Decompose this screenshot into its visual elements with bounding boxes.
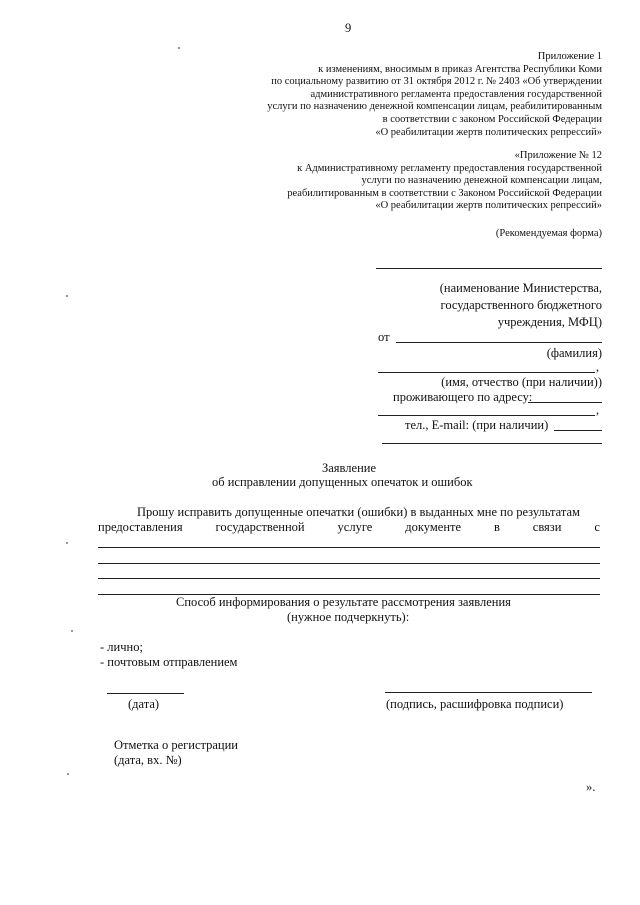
- ministry-caption-line: государственного бюджетного: [440, 298, 602, 312]
- recommended-form-label: (Рекомендуемая форма): [495, 228, 602, 239]
- ministry-caption: [440, 280, 602, 331]
- address-field-2[interactable]: [378, 415, 595, 416]
- ministry-name-field[interactable]: [376, 268, 602, 269]
- annex1-line: Приложение 1: [537, 51, 602, 62]
- scan-speck: [178, 47, 180, 49]
- statement-body-line1: Прошу исправить допущенные опечатки (ошибки) в выданных мне по результатам: [137, 505, 580, 519]
- annex1-block: [267, 51, 602, 139]
- annex1-line: услуги по назначению денежной компенсации лицам, реабилитированным: [267, 101, 602, 113]
- statement-word: с: [594, 520, 600, 534]
- address-field-1[interactable]: [528, 402, 602, 403]
- address-field-comma: ,: [596, 403, 600, 417]
- annex1-line: в соответствии с законом Российской Федерации: [382, 113, 602, 125]
- date-field[interactable]: [107, 693, 184, 694]
- notification-option-in-person[interactable]: - лично;: [100, 640, 143, 654]
- scan-speck: [66, 295, 68, 297]
- from-label: от: [378, 330, 390, 344]
- reason-field-3[interactable]: [98, 578, 600, 579]
- notification-option-post[interactable]: - почтовым отправлением: [100, 655, 238, 669]
- statement-word: услуге: [337, 520, 373, 534]
- annex12-line: услуги по назначению денежной компенсации лицам,: [361, 175, 602, 187]
- phone-label: тел., E-mail: (при наличии): [405, 418, 549, 432]
- surname-field[interactable]: [396, 342, 602, 343]
- registration-date-label: (дата, вх. №): [114, 753, 182, 767]
- notification-subheading: (нужное подчеркнуть):: [287, 610, 410, 624]
- scan-speck: [66, 542, 68, 544]
- annex1-line: «О реабилитации жертв политических репрессий»: [375, 126, 602, 138]
- annex12-line: к Административному регламенту предоставления государственной: [297, 162, 602, 174]
- statement-word: государственной: [215, 520, 305, 534]
- statement-subtitle: об исправлении допущенных опечаток и ошибок: [212, 475, 473, 489]
- residing-label: проживающего по адресу:: [393, 390, 533, 404]
- email-field[interactable]: [382, 443, 602, 444]
- statement-title: Заявление: [322, 461, 377, 475]
- signature-field[interactable]: [385, 692, 592, 693]
- closing-quote-mark: ».: [586, 780, 596, 794]
- annex1-line: к изменениям, вносимым в приказ Агентства Республики Коми: [318, 63, 602, 75]
- ministry-caption-line: учреждения, МФЦ): [497, 315, 602, 329]
- statement-body-line2: [98, 520, 600, 535]
- reason-field-2[interactable]: [98, 563, 600, 564]
- page-number: 9: [345, 21, 352, 35]
- notification-heading: Способ информирования о результате рассмотрения заявления: [176, 595, 511, 609]
- annex1-line: по социальному развитию от 31 октября 2012 г. № 2403 «Об утверждении: [271, 76, 602, 88]
- statement-word: связи: [532, 520, 562, 534]
- statement-word: документе: [405, 520, 462, 534]
- scan-speck: [71, 630, 73, 632]
- date-caption: (дата): [128, 697, 160, 711]
- annex1-line: административного регламента предоставления государственной: [310, 88, 602, 100]
- registration-mark-label: Отметка о регистрации: [114, 738, 238, 752]
- ministry-caption-line: (наименование Министерства,: [439, 281, 602, 295]
- surname-caption: (фамилия): [546, 346, 602, 360]
- phone-field[interactable]: [554, 430, 602, 431]
- name-field-comma: ,: [596, 360, 600, 374]
- annex12-line: «О реабилитации жертв политических репрессий»: [375, 200, 602, 212]
- statement-word: в: [493, 520, 500, 534]
- annex12-block: [287, 150, 602, 213]
- annex12-line: реабилитированным в соответствии с Законом Российской Федерации: [287, 187, 602, 199]
- name-caption: (имя, отчество (при наличии)): [441, 375, 602, 389]
- annex12-line: «Приложение № 12: [514, 150, 602, 161]
- statement-word: предоставления: [98, 520, 183, 534]
- scan-speck: [67, 773, 69, 775]
- signature-caption: (подпись, расшифровка подписи): [386, 697, 564, 711]
- name-field[interactable]: [378, 372, 595, 373]
- reason-field-1[interactable]: [98, 547, 600, 548]
